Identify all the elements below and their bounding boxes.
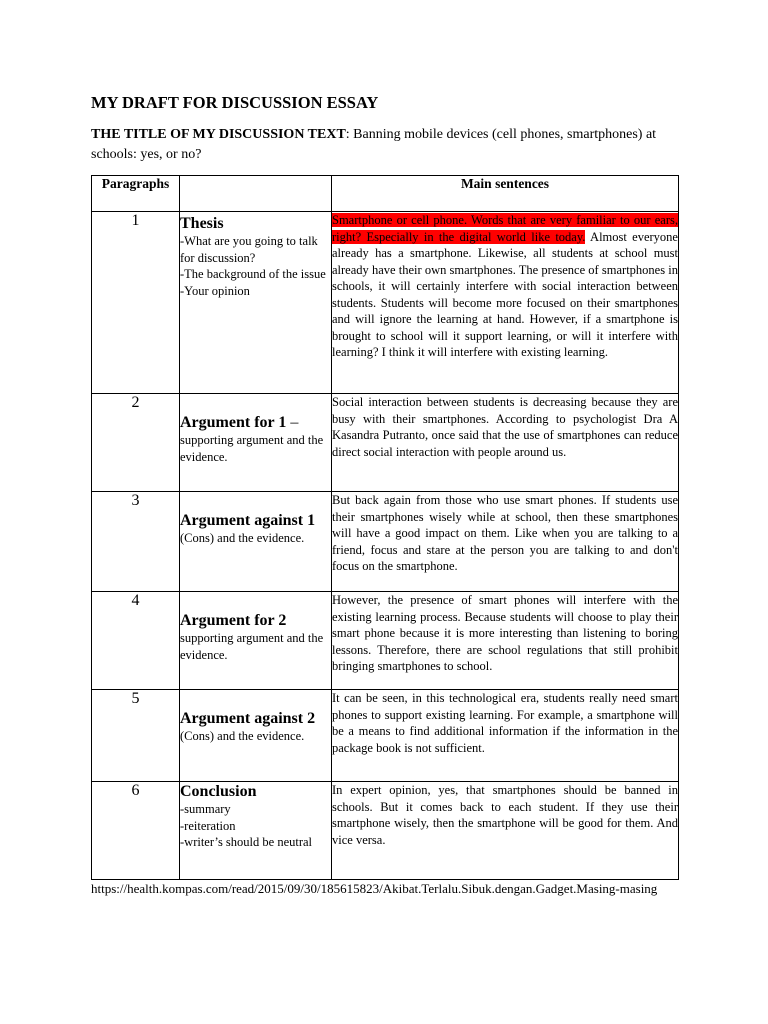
paragraph-description xyxy=(180,432,331,465)
description-line: -writer’s should be neutral xyxy=(180,835,313,849)
paragraph-label-cell xyxy=(180,592,332,690)
column-header-paragraphs: Paragraphs xyxy=(92,176,180,212)
paragraph-number: 1 xyxy=(92,212,180,394)
paragraph-title xyxy=(180,611,331,630)
paragraph-number: 2 xyxy=(92,394,180,492)
column-header-blank xyxy=(180,176,332,212)
main-sentence-text: Almost everyone already has a smartphone. Likewise, all students at school must already have their own smartphones. The presence of smartphones in schools, it will certainly interfere with social interaction between students. Students will become more focused on their smartphones and will ignore the learning at hand. However, if a smartphone is brought to school will it support learning, or will it interfere with learning? I think it will interfere with existing learning. xyxy=(332,229,678,359)
paragraph-description xyxy=(180,530,331,547)
source-link[interactable]: https://health.kompas.com/read/2015/09/30/185615823/Akibat.Terlalu.Sibuk.dengan.Gadget.Masing-masing xyxy=(91,881,658,896)
paragraph-title xyxy=(180,782,331,801)
paragraph-label-cell xyxy=(180,394,332,492)
table-row xyxy=(92,592,679,690)
description-line: -What are you going to talk for discussion? xyxy=(180,234,318,265)
paragraph-description xyxy=(180,630,331,663)
paragraph-title xyxy=(180,214,331,233)
essay-title-line xyxy=(91,125,681,165)
paragraph-label-cell xyxy=(180,690,332,782)
paragraph-title xyxy=(180,709,331,728)
description-line: -Your opinion xyxy=(180,283,250,298)
description-line: -reiteration xyxy=(180,818,236,833)
paragraph-title-text: Conclusion xyxy=(180,783,257,800)
paragraph-number: 6 xyxy=(92,782,180,880)
description-line: (Cons) and the evidence. xyxy=(180,531,305,545)
essay-title-label: THE TITLE OF MY DISCUSSION TEXT xyxy=(91,127,346,142)
table-row xyxy=(92,690,679,782)
paragraph-title-text: Argument for 1 xyxy=(180,414,287,431)
paragraph-number: 5 xyxy=(92,690,180,782)
description-line: -The background of the issue xyxy=(180,267,326,281)
description-line: supporting argument and the evidence. xyxy=(180,433,324,464)
paragraph-title-text: Thesis xyxy=(180,215,224,232)
paragraph-title-text: Argument against 2 xyxy=(180,710,316,727)
main-sentences-cell: But back again from those who use smart phones. If students use their smartphones wisely while at school, then these smartphones will have a good impact on them. Like when you are talking to a friend, focus and stare at the person you are talking to and don't focus on the smartphone. xyxy=(332,492,679,592)
highlighted-text: Smartphone or cell phone. Words that are very familiar to our ears, right? Especially in the digital world like today. xyxy=(332,213,678,244)
paragraph-description xyxy=(180,233,331,299)
description-line: supporting argument and the evidence. xyxy=(180,631,324,662)
main-sentences-cell: Social interaction between students is decreasing because they are busy with their smartphones. According to psychologist Dra A Kasandra Putranto, once said that the use of smartphones can reduce direct social interaction with people around us. xyxy=(332,394,679,492)
paragraph-label-cell xyxy=(180,782,332,880)
essay-table xyxy=(91,175,679,880)
description-line: -summary xyxy=(180,802,231,816)
paragraph-title-text: Argument for 2 xyxy=(180,612,287,629)
column-header-main-sentences: Main sentences xyxy=(332,176,679,212)
paragraph-label-cell xyxy=(180,212,332,394)
paragraph-title-text: Argument against 1 xyxy=(180,512,316,529)
paragraph-title xyxy=(180,413,331,432)
main-sentences-cell: However, the presence of smart phones will interfere with the existing learning process. Because students will choose to play their smart phone because it is more interesting than listening to boring lessons. Therefore, there are school regulations that still prohibit bringing smartphones to school. xyxy=(332,592,679,690)
document-heading: MY DRAFT FOR DISCUSSION ESSAY xyxy=(91,93,379,112)
paragraph-number: 4 xyxy=(92,592,180,690)
paragraph-title xyxy=(180,511,331,530)
main-sentences-cell: In expert opinion, yes, that smartphones should be banned in schools. But it comes back to each student. If they use their smartphone wisely, then the smartphone will be good for them. And vice versa. xyxy=(332,782,679,880)
paragraph-label-cell xyxy=(180,492,332,592)
paragraph-title-suffix: – xyxy=(286,414,299,431)
paragraph-description xyxy=(180,728,331,745)
essay-title-text: : Banning mobile devices (cell phones, smartphones) at schools: yes, or no? xyxy=(91,127,657,162)
description-line: (Cons) and the evidence. xyxy=(180,729,305,743)
table-row xyxy=(92,394,679,492)
table-row xyxy=(92,212,679,394)
main-sentences-cell xyxy=(332,212,679,394)
table-header-row xyxy=(92,176,679,212)
main-sentences-cell: It can be seen, in this technological era, students really need smart phones to support existing learning. For example, a smartphone will be a means to find additional information if the information in the package book is not sufficient. xyxy=(332,690,679,782)
table-row xyxy=(92,782,679,880)
table-row xyxy=(92,492,679,592)
paragraph-number: 3 xyxy=(92,492,180,592)
paragraph-description xyxy=(180,801,331,851)
